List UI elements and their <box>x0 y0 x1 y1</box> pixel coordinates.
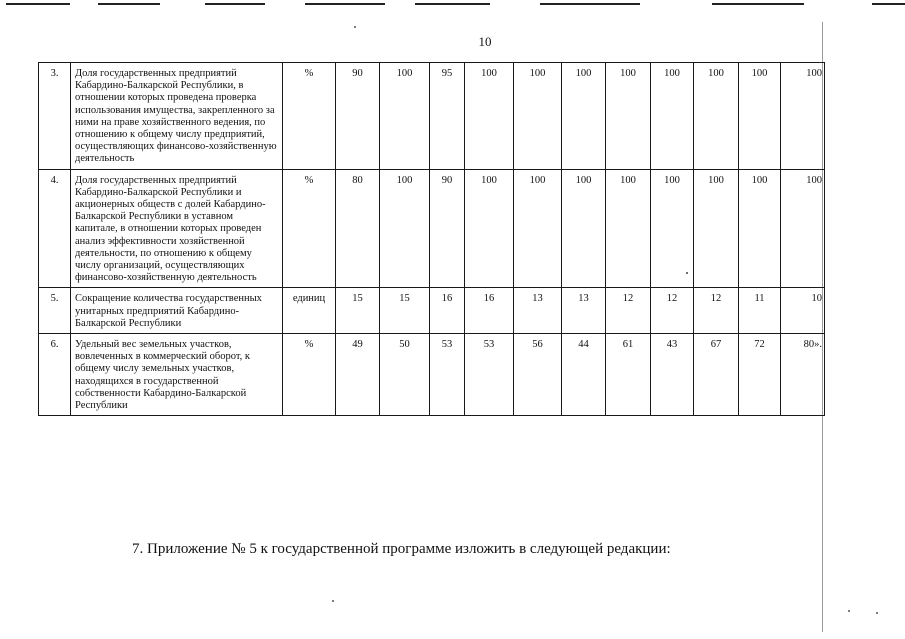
indicator-value: 100 <box>606 63 651 170</box>
indicator-value: 95 <box>430 63 465 170</box>
table-row <box>39 169 825 288</box>
indicator-value: 10 <box>781 288 825 334</box>
row-number: 5. <box>39 288 71 334</box>
indicator-value: 100 <box>651 169 694 288</box>
indicator-value: 16 <box>465 288 514 334</box>
indicator-value: 12 <box>606 288 651 334</box>
scan-speck <box>332 600 334 602</box>
indicator-value: 50 <box>380 334 430 416</box>
indicator-value: 90 <box>336 63 380 170</box>
indicator-value: 100 <box>694 169 739 288</box>
indicator-value: 12 <box>651 288 694 334</box>
table-row <box>39 288 825 334</box>
indicator-value: 13 <box>514 288 562 334</box>
scan-speck <box>876 612 878 614</box>
row-number: 4. <box>39 169 71 288</box>
scan-speck <box>848 610 850 612</box>
top-rule-fragment <box>98 3 160 5</box>
scan-speck <box>686 272 688 274</box>
top-rule-fragment <box>205 3 265 5</box>
footer-instruction: 7. Приложение № 5 к государственной программе изложить в следующей редакции: <box>132 541 671 557</box>
indicator-value: 100 <box>781 169 825 288</box>
indicator-value: 100 <box>380 169 430 288</box>
top-rule-fragment <box>540 3 640 5</box>
indicator-value: 100 <box>514 169 562 288</box>
table-row <box>39 63 825 170</box>
page-number: 10 <box>478 34 492 49</box>
indicator-value: 53 <box>430 334 465 416</box>
indicator-value: 100 <box>739 63 781 170</box>
indicator-value: 100 <box>781 63 825 170</box>
indicator-value: 49 <box>336 334 380 416</box>
indicator-value: 100 <box>465 63 514 170</box>
table-row <box>39 334 825 416</box>
indicator-value: 12 <box>694 288 739 334</box>
indicator-value: 100 <box>651 63 694 170</box>
indicator-value: 100 <box>606 169 651 288</box>
indicator-value: 44 <box>562 334 606 416</box>
top-rule-fragment <box>6 3 70 5</box>
indicator-value: 90 <box>430 169 465 288</box>
row-number: 6. <box>39 334 71 416</box>
indicator-value: 67 <box>694 334 739 416</box>
indicator-value: 100 <box>465 169 514 288</box>
indicator-value: 100 <box>562 169 606 288</box>
indicator-value: 15 <box>336 288 380 334</box>
indicator-value: 53 <box>465 334 514 416</box>
indicator-value: 100 <box>562 63 606 170</box>
top-rule-fragment <box>305 3 385 5</box>
indicator-value: 11 <box>739 288 781 334</box>
indicator-name: Удельный вес земельных участков, вовлеченных в коммерческий оборот, к общему числу земельных участков, находящихся в государственной собственности Кабардино-Балкарской Республики <box>71 334 283 416</box>
indicator-value: 61 <box>606 334 651 416</box>
top-rule-fragment <box>415 3 490 5</box>
scan-speck <box>354 26 356 28</box>
indicator-value: 100 <box>380 63 430 170</box>
unit-of-measure: % <box>283 334 336 416</box>
indicator-value: 13 <box>562 288 606 334</box>
indicator-value: 100 <box>739 169 781 288</box>
indicator-value: 80». <box>781 334 825 416</box>
indicator-value: 100 <box>694 63 739 170</box>
unit-of-measure: единиц <box>283 288 336 334</box>
indicator-value: 72 <box>739 334 781 416</box>
indicator-name: Доля государственных предприятий Кабардино-Балкарской Республики, в отношении которых проведена проверка использования имущества, закрепленного за ними на праве хозяйственного ведения, по отношению к общему числу предприятий, осуществляющих финансово-хозяйственную деятельность <box>71 63 283 170</box>
indicator-value: 56 <box>514 334 562 416</box>
indicator-value: 100 <box>514 63 562 170</box>
indicator-value: 43 <box>651 334 694 416</box>
indicators-table <box>38 62 825 416</box>
top-rule-fragment <box>712 3 804 5</box>
indicator-value: 15 <box>380 288 430 334</box>
indicator-name: Сокращение количества государственных унитарных предприятий Кабардино-Балкарской Республики <box>71 288 283 334</box>
indicator-name: Доля государственных предприятий Кабардино-Балкарской Республики и акционерных обществ с долей Кабардино-Балкарской Республики в уставном капитале, в отношении которых проведен анализ эффективности хозяйственной деятельности, по отношению к общему числу организаций, осуществляющих финансово-хозяйственную деятельность <box>71 169 283 288</box>
unit-of-measure: % <box>283 169 336 288</box>
indicator-value: 16 <box>430 288 465 334</box>
top-rule-fragment <box>872 3 905 5</box>
unit-of-measure: % <box>283 63 336 170</box>
indicator-value: 80 <box>336 169 380 288</box>
row-number: 3. <box>39 63 71 170</box>
